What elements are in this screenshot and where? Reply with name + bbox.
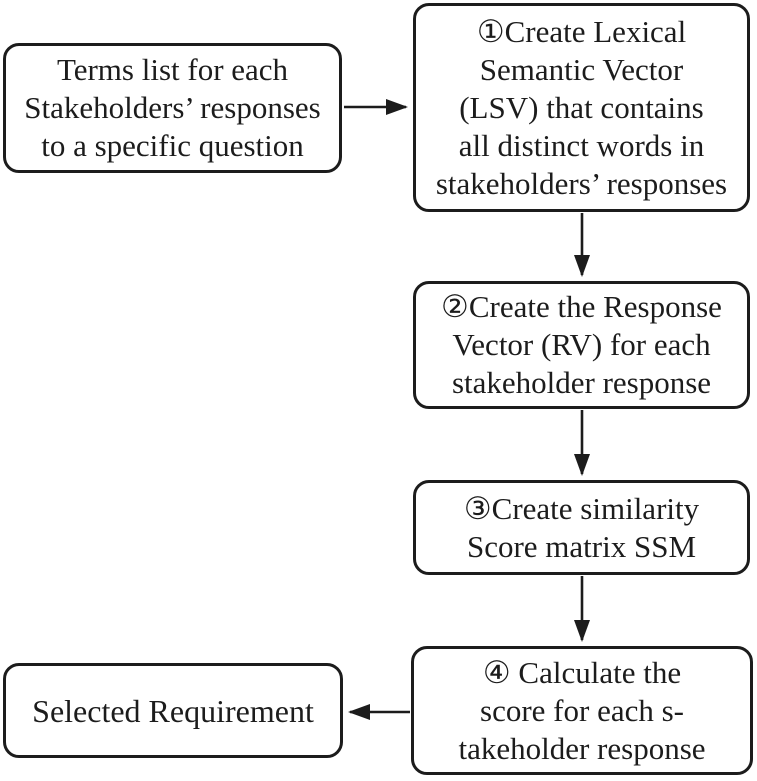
node-step-3-ssm	[413, 480, 750, 575]
node-step-3-line: ③Create similarity	[463, 490, 700, 526]
node-step-3-line: Score matrix SSM	[466, 528, 697, 564]
node-step-4-score	[411, 646, 753, 775]
node-step-1-line: (LSV) that contains	[459, 89, 704, 125]
node-step-1-line: all distinct words in	[458, 127, 705, 163]
node-terms-list-line: Stakeholders’ responses	[24, 90, 321, 125]
node-selected-requirement	[3, 663, 343, 758]
node-step-4-line: score for each s-	[480, 692, 684, 728]
node-step-1-line: stakeholders’ responses	[435, 165, 728, 201]
node-step-1-lsv	[413, 3, 750, 212]
node-step-1-line: Semantic Vector	[479, 51, 684, 87]
node-step-4-line: takeholder response	[458, 730, 706, 766]
node-step-2-rv	[413, 281, 750, 409]
node-terms-list-line: to a specific question	[41, 128, 304, 163]
node-step-2-line: Vector (RV) for each	[452, 327, 711, 362]
node-step-4-line: ④ Calculate the	[482, 654, 682, 690]
node-step-2-line: ②Create the Response	[441, 289, 722, 324]
node-terms-list	[3, 43, 342, 173]
node-step-1-line: ①Create Lexical	[476, 13, 687, 49]
node-step-2-line: stakeholder response	[451, 365, 712, 400]
node-selected-requirement-line: Selected Requirement	[32, 692, 314, 729]
node-terms-list-line: Terms list for each	[56, 52, 289, 87]
